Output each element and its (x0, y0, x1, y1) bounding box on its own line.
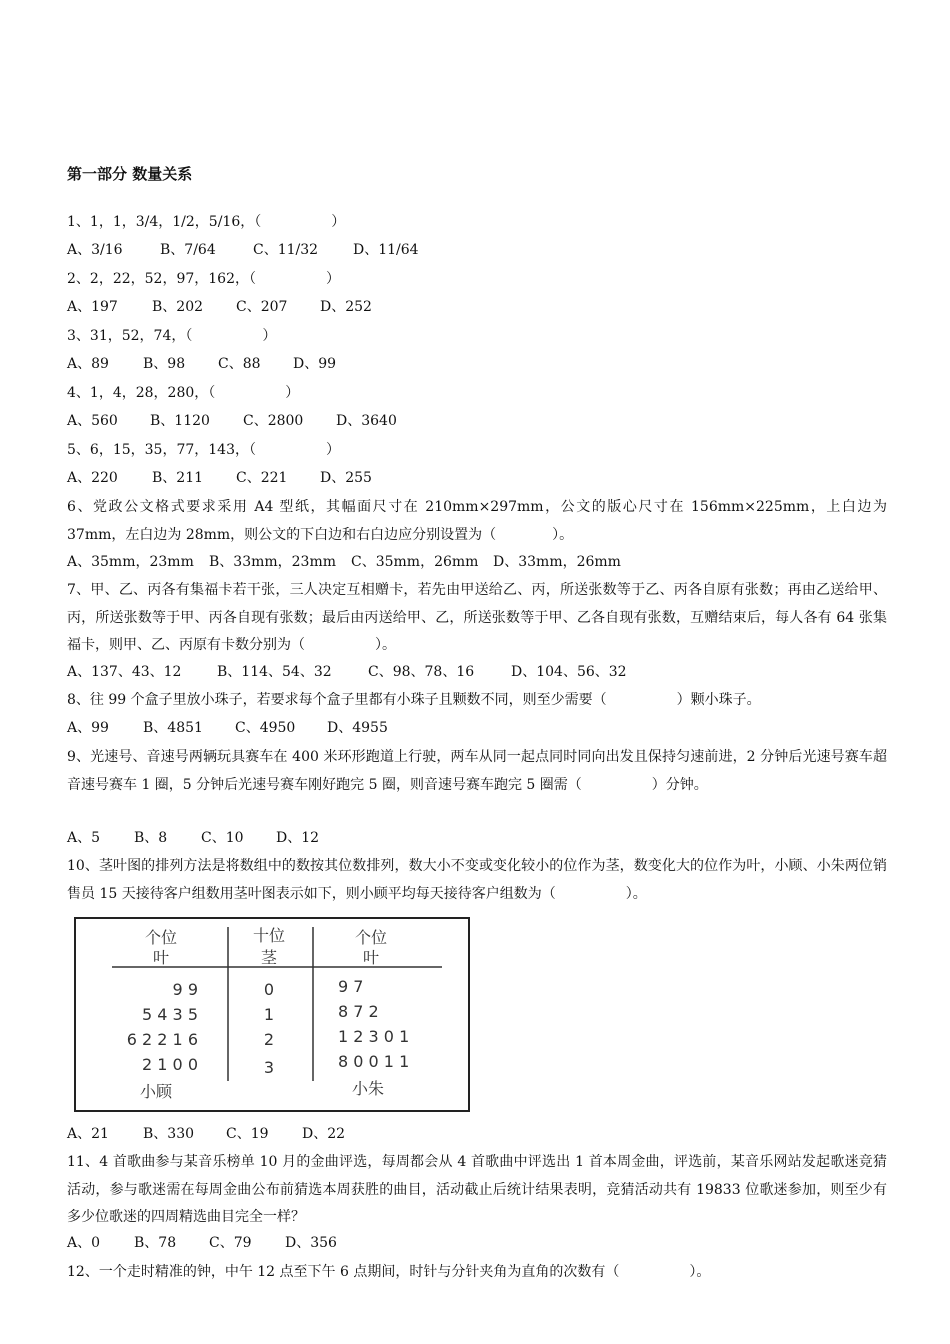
question-3-options (67, 351, 336, 378)
question-5-options (67, 465, 372, 492)
option: B、98 (143, 356, 186, 372)
option: C、88 (218, 356, 261, 372)
option: B、8 (134, 830, 168, 846)
section-heading: 第一部分 数量关系 (67, 165, 193, 183)
option: D、104、56、32 (511, 664, 627, 680)
question-3: 3、31，52，74，（ ） (67, 328, 277, 344)
option: C、10 (201, 830, 244, 846)
option: B、4851 (143, 720, 203, 736)
question-7-options (67, 659, 627, 686)
left-leaf-row: 9 9 (172, 980, 198, 999)
option: B、1120 (150, 413, 210, 429)
option: C、207 (236, 299, 288, 315)
option: A、0 (67, 1235, 101, 1251)
question-5: 5、6，15，35，77，143，（ ） (67, 442, 340, 458)
option: B、211 (152, 470, 204, 486)
stem-value: 3 (263, 1058, 275, 1077)
option: D、33mm，26mm (493, 554, 621, 570)
option: B、78 (134, 1235, 177, 1251)
mid-header-1: 十位 (252, 926, 285, 945)
question-8-options (67, 715, 388, 742)
stem-value: 0 (263, 980, 275, 999)
question-6: 6、党政公文格式要求采用 A4 型纸，其幅面尺寸在 210mm×297mm，公文的版心尺寸在 156mm×225mm，上白边为 37mm，左白边为 28mm，则公文的下白边和右白边应分别设置为（ ）。 (67, 499, 887, 543)
option: D、11/64 (353, 242, 419, 258)
question-10: 10、茎叶图的排列方法是将数组中的数按其位数排列，数大小不变或变化较小的位作为茎，数变化大的位作为叶，小顾、小朱两位销售员 15 天接待客户组数用茎叶图表示如下，则小顾平均每天接待客户组数为（ ）。 (67, 858, 887, 902)
stem-leaf-diagram (74, 917, 470, 1112)
mid-header-2: 茎 (260, 948, 277, 967)
option: B、330 (143, 1126, 195, 1142)
option: A、3/16 (67, 242, 123, 258)
question-11: 11、4 首歌曲参与某音乐榜单 10 月的金曲评选，每周都会从 4 首歌曲中评选出 1 首本周金曲，评选前，某音乐网站发起歌迷竞猜活动，参与歌迷需在每周金曲公布前猜选本周获胜的曲目，活动截止后统计结果表明，竞猜活动共有 19833 位歌迷参加，则至少有多少位歌迷的四周精选曲目完全一样？ (67, 1154, 887, 1225)
option: C、11/32 (253, 242, 319, 258)
question-11-options (67, 1230, 337, 1257)
question-8: 8、往 99 个盒子里放小珠子，若要求每个盒子里都有小珠子且颗数不同，则至少需要（ ）颗小珠子。 (67, 692, 761, 708)
option: A、21 (67, 1126, 109, 1142)
question-9-options (67, 825, 319, 852)
left-header-2: 叶 (152, 948, 169, 967)
question-6-options (67, 549, 621, 576)
left-header-1: 个位 (144, 928, 177, 947)
question-9: 9、光速号、音速号两辆玩具赛车在 400 米环形跑道上行驶，两车从同一起点同时同向出发且保持匀速前进，2 分钟后光速号赛车超音速号赛车 1 圈，5 分钟后光速号赛车刚好跑完 5 圈，则音速号赛车跑完 5 圈需（ ）分钟。 (67, 749, 887, 793)
option: A、35mm，23mm (67, 554, 194, 570)
question-2: 2、2，22，52，97，162，（ ） (67, 271, 340, 287)
option: A、5 (67, 830, 101, 846)
question-4-options (67, 408, 397, 435)
option: C、4950 (235, 720, 296, 736)
right-leaf-row: 8 7 2 (338, 1002, 379, 1021)
option: C、2800 (243, 413, 304, 429)
option: D、22 (302, 1126, 346, 1142)
option: C、221 (236, 470, 288, 486)
option: A、560 (67, 413, 118, 429)
left-name-label: 小顾 (139, 1082, 172, 1101)
option: C、19 (226, 1126, 269, 1142)
option: C、35mm，26mm (351, 554, 479, 570)
right-name-label: 小朱 (351, 1079, 384, 1098)
question-10-options (67, 1121, 345, 1148)
option: D、255 (320, 470, 372, 486)
right-leaf-row: 1 2 3 0 1 (338, 1027, 410, 1046)
option: D、4955 (327, 720, 388, 736)
option: A、89 (67, 356, 109, 372)
option: D、252 (320, 299, 372, 315)
stem-value: 2 (263, 1030, 275, 1049)
right-leaf-row: 8 0 0 1 1 (338, 1052, 410, 1071)
left-leaf-row: 5 4 3 5 (142, 1005, 198, 1024)
right-leaf-row: 9 7 (338, 977, 364, 996)
option: B、33mm，23mm (209, 554, 337, 570)
question-7: 7、甲、乙、丙各有集福卡若干张，三人决定互相赠卡，若先由甲送给乙、丙，所送张数等于乙、丙各自原有张数；再由乙送给甲、丙，所送张数等于甲、丙各自现有张数；最后由丙送给甲、乙，所送张数等于甲、乙各自现有张数，互赠结束后，每人各有 64 张集福卡，则甲、乙、丙原有卡数分别为（ ）。 (67, 582, 887, 653)
right-header-2: 叶 (362, 948, 379, 967)
option: A、220 (67, 470, 118, 486)
option: D、12 (276, 830, 320, 846)
question-12: 12、一个走时精准的钟，中午 12 点至下午 6 点期间，时针与分针夹角为直角的次数有（ ）。 (67, 1264, 711, 1280)
option: B、202 (152, 299, 204, 315)
left-leaf-row: 6 2 2 1 6 (126, 1030, 198, 1049)
question-4: 4、1，4，28，280，（ ） (67, 385, 300, 401)
option: D、356 (285, 1235, 337, 1251)
option: A、99 (67, 720, 109, 736)
left-leaf-row: 2 1 0 0 (142, 1055, 198, 1074)
stem-value: 1 (263, 1005, 275, 1024)
option: D、3640 (336, 413, 397, 429)
option: C、79 (209, 1235, 252, 1251)
option: C、98、78、16 (368, 664, 475, 680)
option: A、197 (67, 299, 118, 315)
option: B、7/64 (160, 242, 216, 258)
option: A、137、43、12 (67, 664, 182, 680)
question-1-options (67, 237, 419, 264)
question-2-options (67, 294, 372, 321)
option: D、99 (293, 356, 337, 372)
right-header-1: 个位 (354, 928, 387, 947)
option: B、114、54、32 (217, 664, 332, 680)
question-1: 1、1，1，3/4，1/2，5/16，（ ） (67, 214, 346, 230)
